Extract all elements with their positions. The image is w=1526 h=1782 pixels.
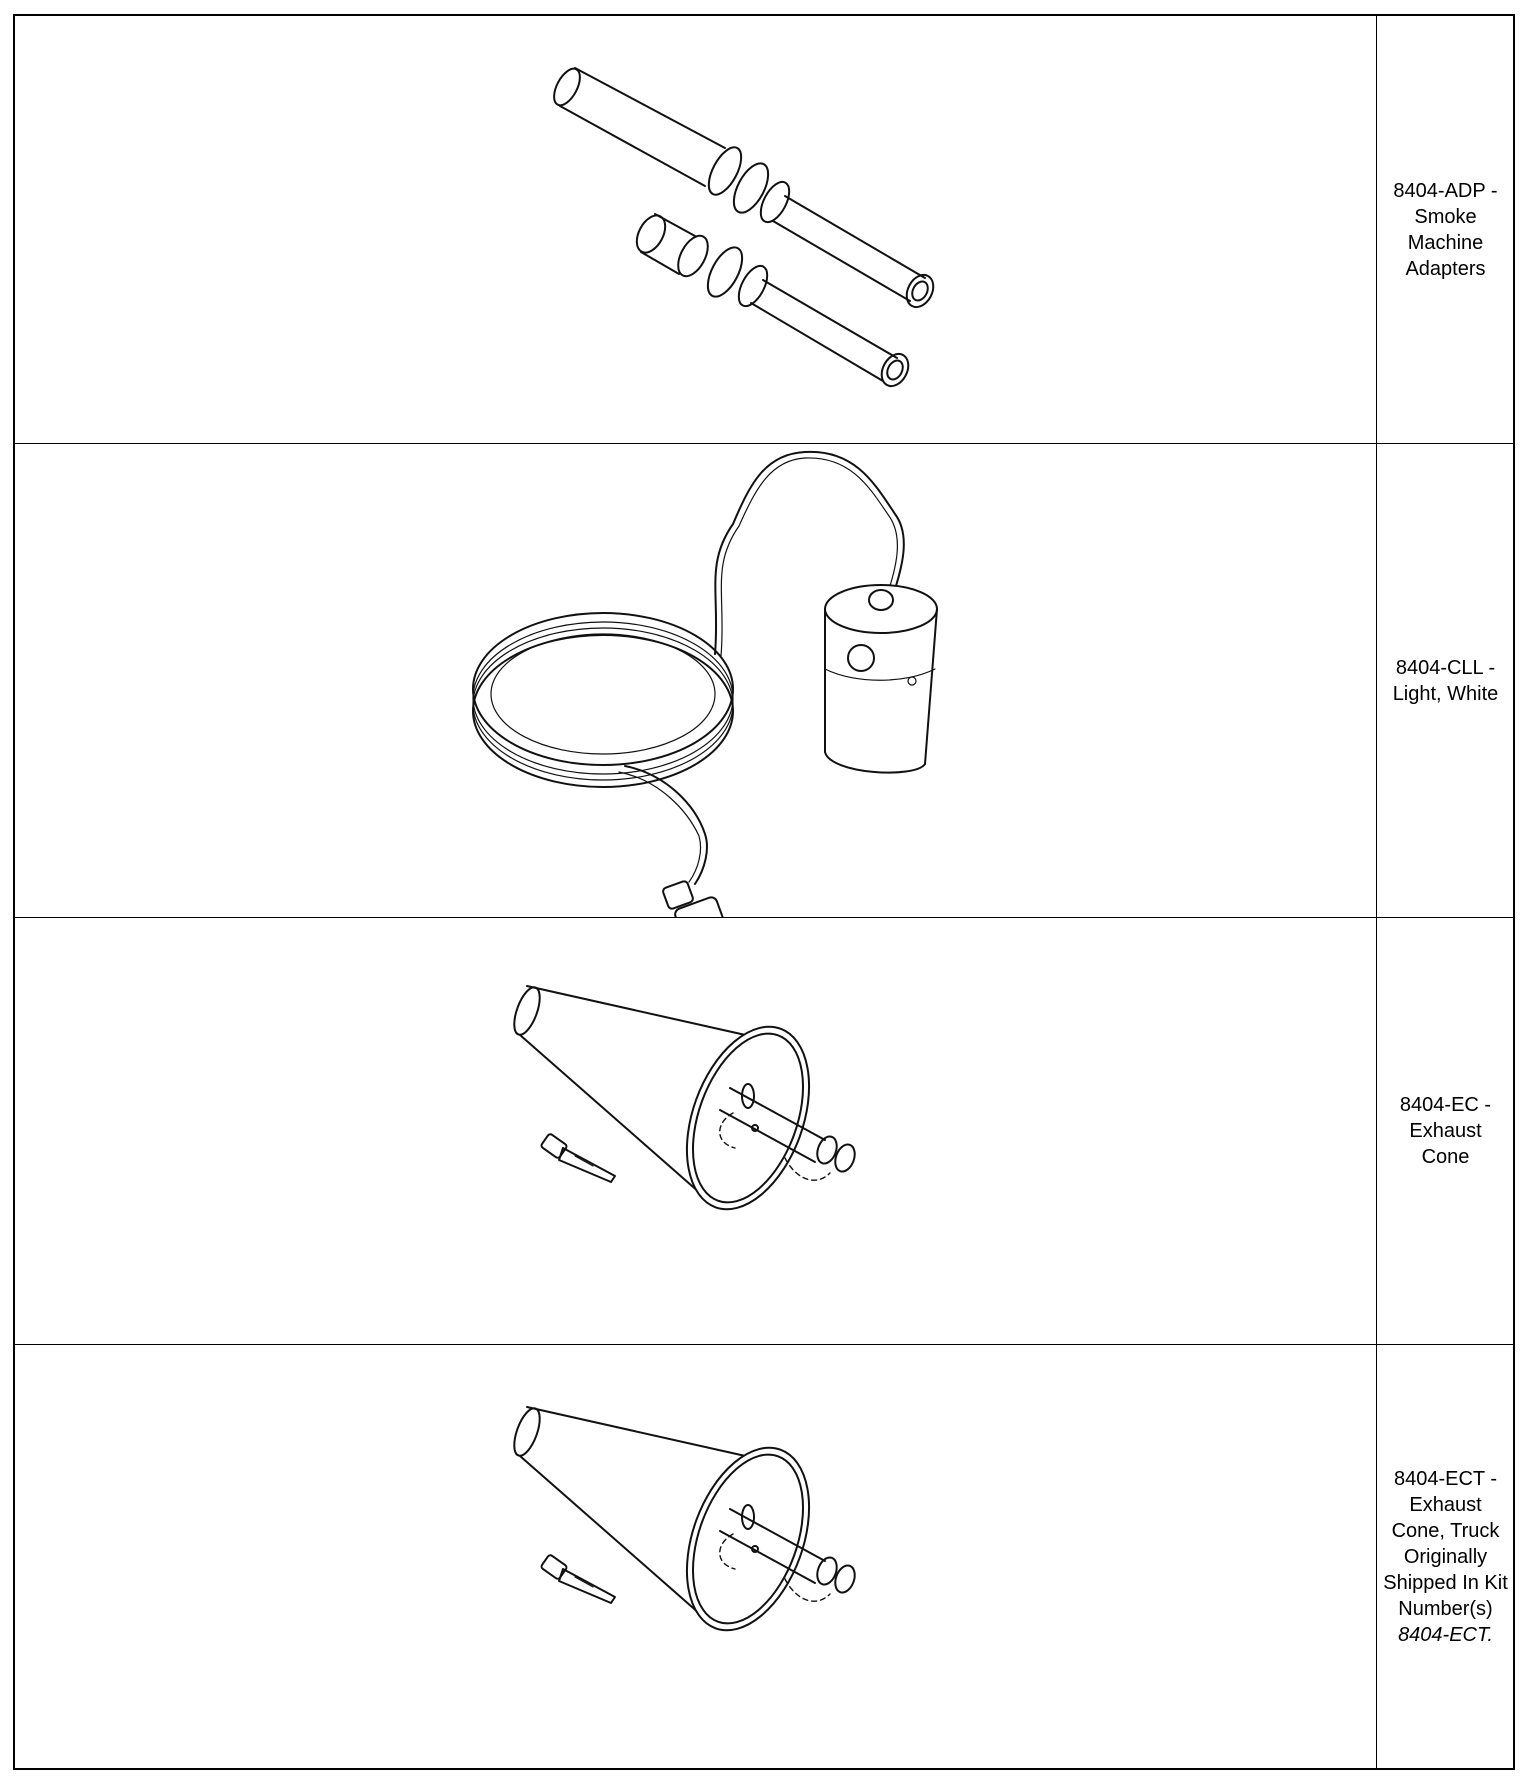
- part-description-adp: 8404-ADP - Smoke Machine Adapters: [1393, 179, 1498, 280]
- row-1-description-cell: [1377, 16, 1514, 444]
- row-3-description-cell: [1377, 918, 1514, 1345]
- row-3-image-cell: [15, 918, 1377, 1345]
- part-description-ect: [1383, 1466, 1508, 1648]
- part-description-cll: 8404-CLL - Light, White: [1392, 656, 1499, 705]
- parts-table: [13, 14, 1515, 1770]
- row-4-description-cell: [1377, 1345, 1514, 1768]
- row-4-image-cell: [15, 1345, 1377, 1768]
- smoke-machine-adapters-illustration: [15, 16, 1377, 444]
- row-1-image-cell: [15, 16, 1377, 444]
- row-2-description-cell: [1377, 444, 1514, 918]
- part-description-ect-text: 8404-ECT - Exhaust Cone, Truck Originally Shipped In Kit Number(s): [1383, 1467, 1508, 1620]
- exhaust-cone-illustration: [15, 918, 1377, 1345]
- part-description-ec: 8404-EC - Exhaust Cone: [1399, 1094, 1492, 1168]
- row-2-image-cell: [15, 444, 1377, 918]
- part-description-ect-kit-ref: 8404-ECT.: [1398, 1623, 1493, 1646]
- exhaust-cone-truck-illustration: [15, 1345, 1377, 1768]
- white-light-illustration: [15, 444, 1377, 918]
